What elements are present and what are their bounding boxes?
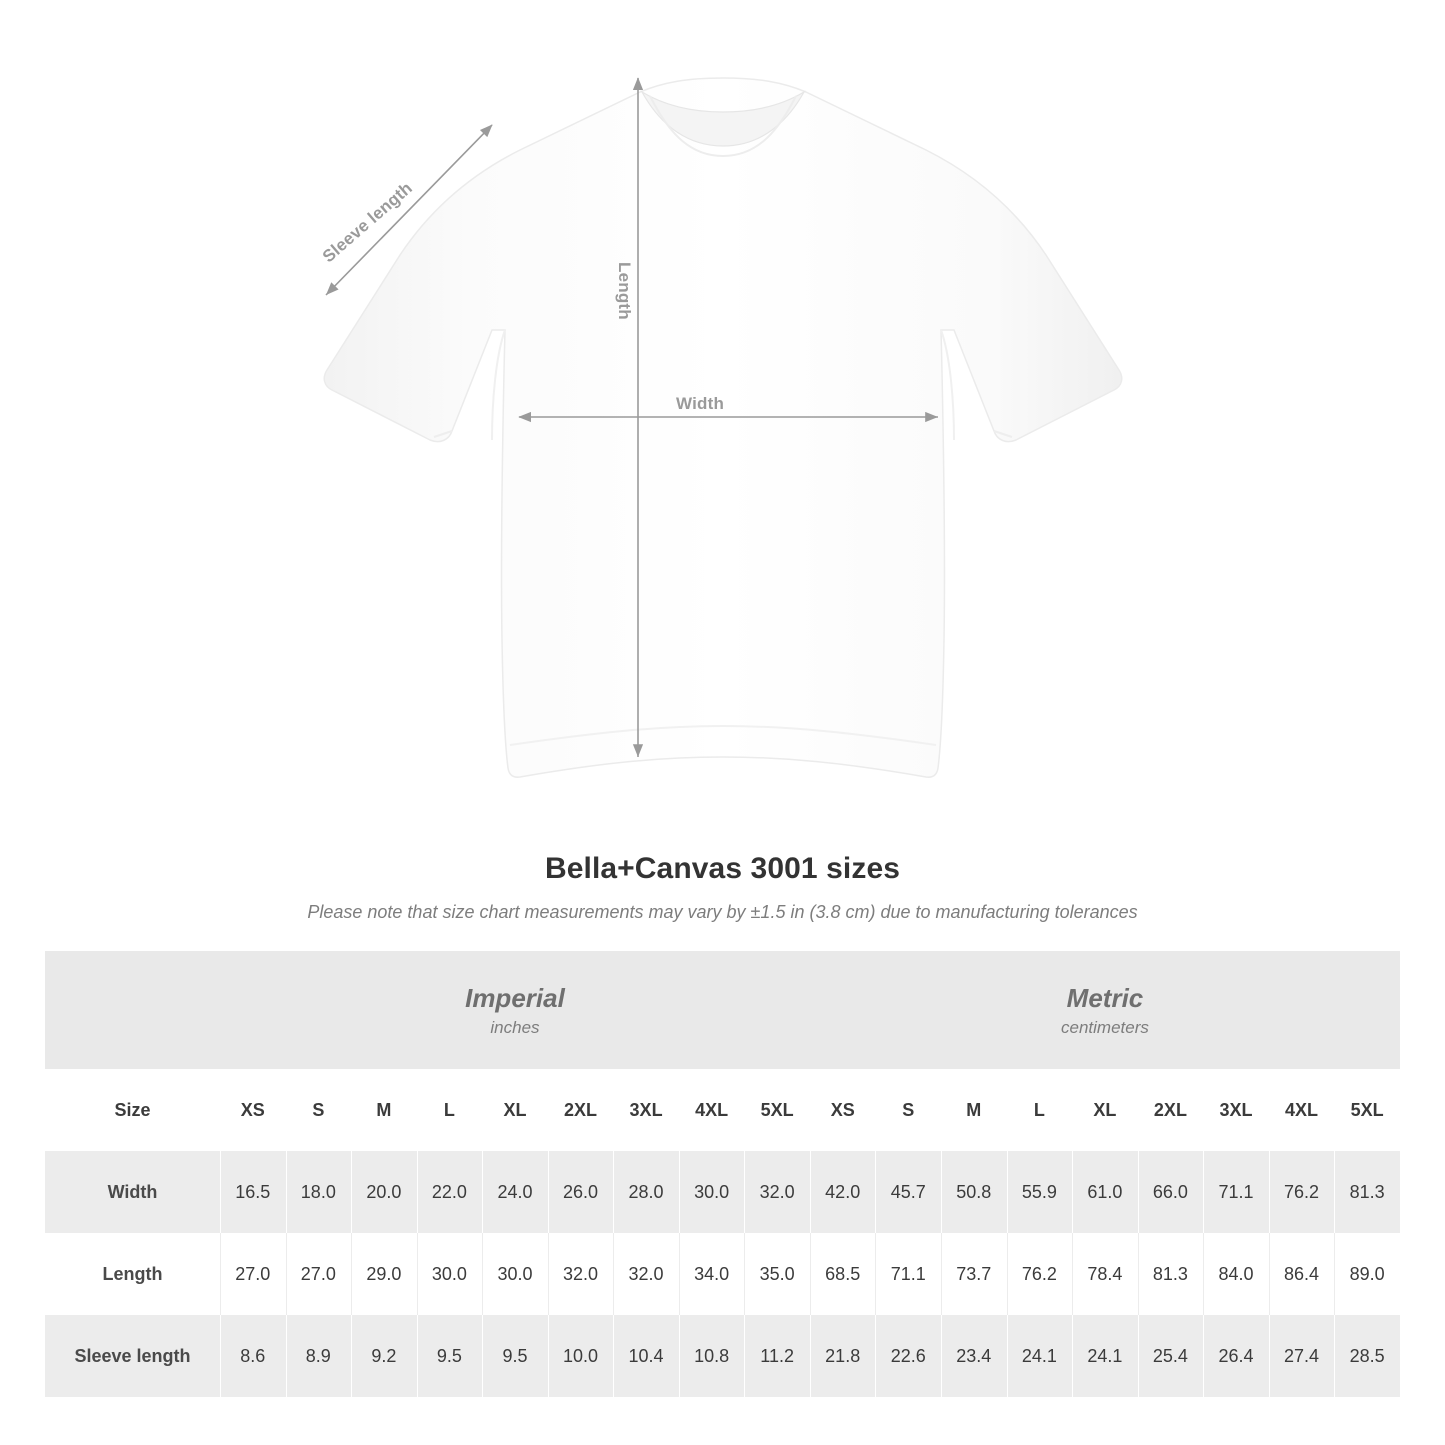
cell-sleeve-metric-5xl: 28.5: [1334, 1315, 1400, 1397]
cell-width-metric-2xl: 66.0: [1138, 1151, 1204, 1233]
cell-width-metric-xl: 61.0: [1072, 1151, 1138, 1233]
cell-width-metric-5xl: 81.3: [1334, 1151, 1400, 1233]
unit-group-metric-name: Metric: [1066, 982, 1144, 1013]
sleeve-length-dimension-label: Sleeve length: [318, 178, 417, 267]
size-header-cell: S: [875, 1069, 941, 1151]
cell-width-imperial-xs: 16.5: [220, 1151, 286, 1233]
size-chart-table: [45, 951, 1400, 1397]
size-header-cell: 2XL: [548, 1069, 614, 1151]
size-header-cell: XS: [810, 1069, 876, 1151]
cell-width-metric-l: 55.9: [1007, 1151, 1073, 1233]
cell-sleeve-metric-2xl: 25.4: [1138, 1315, 1204, 1397]
cell-length-metric-5xl: 89.0: [1334, 1233, 1400, 1315]
cell-sleeve-imperial-m: 9.2: [351, 1315, 417, 1397]
size-table-wrapper: [45, 951, 1400, 1397]
cell-length-imperial-xs: 27.0: [220, 1233, 286, 1315]
size-header-cell: 3XL: [1203, 1069, 1269, 1151]
size-header-cell: 4XL: [1269, 1069, 1335, 1151]
cell-length-imperial-2xl: 32.0: [548, 1233, 614, 1315]
unit-group-imperial: [220, 951, 810, 1069]
cell-width-metric-3xl: 71.1: [1203, 1151, 1269, 1233]
cell-width-metric-xs: 42.0: [810, 1151, 876, 1233]
cell-sleeve-imperial-3xl: 10.4: [613, 1315, 679, 1397]
cell-sleeve-metric-l: 24.1: [1007, 1315, 1073, 1397]
unit-group-metric: [810, 951, 1400, 1069]
cell-width-imperial-5xl: 32.0: [744, 1151, 810, 1233]
size-header-label: Size: [45, 1069, 220, 1151]
cell-length-metric-3xl: 84.0: [1203, 1233, 1269, 1315]
unit-group-metric-unit: centimeters: [1061, 1018, 1149, 1038]
size-header-cell: XL: [482, 1069, 548, 1151]
cell-sleeve-metric-xs: 21.8: [810, 1315, 876, 1397]
length-dimension-label: Length: [615, 262, 634, 320]
cell-sleeve-imperial-xs: 8.6: [220, 1315, 286, 1397]
size-header-cell: XS: [220, 1069, 286, 1151]
cell-sleeve-imperial-s: 8.9: [286, 1315, 352, 1397]
unit-header-spacer: [45, 951, 220, 1069]
cell-length-metric-2xl: 81.3: [1138, 1233, 1204, 1315]
cell-sleeve-metric-m: 23.4: [941, 1315, 1007, 1397]
cell-width-metric-s: 45.7: [875, 1151, 941, 1233]
unit-header-row: [45, 951, 1400, 1069]
cell-length-metric-m: 73.7: [941, 1233, 1007, 1315]
cell-length-imperial-4xl: 34.0: [679, 1233, 745, 1315]
cell-sleeve-metric-s: 22.6: [875, 1315, 941, 1397]
row-label-sleeve-length: Sleeve length: [45, 1315, 220, 1397]
cell-length-imperial-5xl: 35.0: [744, 1233, 810, 1315]
cell-sleeve-imperial-xl: 9.5: [482, 1315, 548, 1397]
cell-length-imperial-m: 29.0: [351, 1233, 417, 1315]
cell-width-imperial-l: 22.0: [417, 1151, 483, 1233]
cell-sleeve-metric-3xl: 26.4: [1203, 1315, 1269, 1397]
cell-length-imperial-3xl: 32.0: [613, 1233, 679, 1315]
cell-length-metric-4xl: 86.4: [1269, 1233, 1335, 1315]
size-header-cell: 4XL: [679, 1069, 745, 1151]
cell-width-metric-m: 50.8: [941, 1151, 1007, 1233]
size-header-cell: 5XL: [744, 1069, 810, 1151]
cell-length-metric-s: 71.1: [875, 1233, 941, 1315]
size-header-cell: M: [941, 1069, 1007, 1151]
unit-group-imperial-name: Imperial: [465, 982, 565, 1013]
size-header-cell: 2XL: [1138, 1069, 1204, 1151]
cell-sleeve-imperial-4xl: 10.8: [679, 1315, 745, 1397]
cell-length-imperial-s: 27.0: [286, 1233, 352, 1315]
cell-width-imperial-xl: 24.0: [482, 1151, 548, 1233]
tolerance-note: Please note that size chart measurements may vary by ±1.5 in (3.8 cm) due to manufacturing tolerances: [307, 902, 1138, 922]
size-header-row: [45, 1069, 1400, 1151]
cell-length-metric-l: 76.2: [1007, 1233, 1073, 1315]
cell-width-imperial-s: 18.0: [286, 1151, 352, 1233]
size-header-cell: 3XL: [613, 1069, 679, 1151]
cell-width-metric-4xl: 76.2: [1269, 1151, 1335, 1233]
cell-width-imperial-3xl: 28.0: [613, 1151, 679, 1233]
cell-width-imperial-2xl: 26.0: [548, 1151, 614, 1233]
cell-sleeve-imperial-2xl: 10.0: [548, 1315, 614, 1397]
table-row: [45, 1233, 1400, 1315]
cell-width-imperial-m: 20.0: [351, 1151, 417, 1233]
cell-sleeve-metric-4xl: 27.4: [1269, 1315, 1335, 1397]
cell-width-imperial-4xl: 30.0: [679, 1151, 745, 1233]
cell-sleeve-imperial-5xl: 11.2: [744, 1315, 810, 1397]
title-block: [0, 852, 1445, 923]
tshirt-shape: [324, 78, 1121, 777]
unit-group-imperial-unit: inches: [490, 1018, 540, 1038]
size-header-cell: L: [417, 1069, 483, 1151]
cell-length-imperial-xl: 30.0: [482, 1233, 548, 1315]
cell-sleeve-imperial-l: 9.5: [417, 1315, 483, 1397]
cell-length-metric-xs: 68.5: [810, 1233, 876, 1315]
row-label-length: Length: [45, 1233, 220, 1315]
size-header-cell: 5XL: [1334, 1069, 1400, 1151]
width-dimension-label: Width: [676, 394, 725, 413]
size-header-cell: M: [351, 1069, 417, 1151]
cell-length-imperial-l: 30.0: [417, 1233, 483, 1315]
page-title: Bella+Canvas 3001 sizes: [544, 852, 901, 885]
cell-sleeve-metric-xl: 24.1: [1072, 1315, 1138, 1397]
table-row: [45, 1315, 1400, 1397]
cell-length-metric-xl: 78.4: [1072, 1233, 1138, 1315]
row-label-width: Width: [45, 1151, 220, 1233]
size-header-cell: L: [1007, 1069, 1073, 1151]
table-row: [45, 1151, 1400, 1233]
size-header-cell: XL: [1072, 1069, 1138, 1151]
size-header-cell: S: [286, 1069, 352, 1151]
